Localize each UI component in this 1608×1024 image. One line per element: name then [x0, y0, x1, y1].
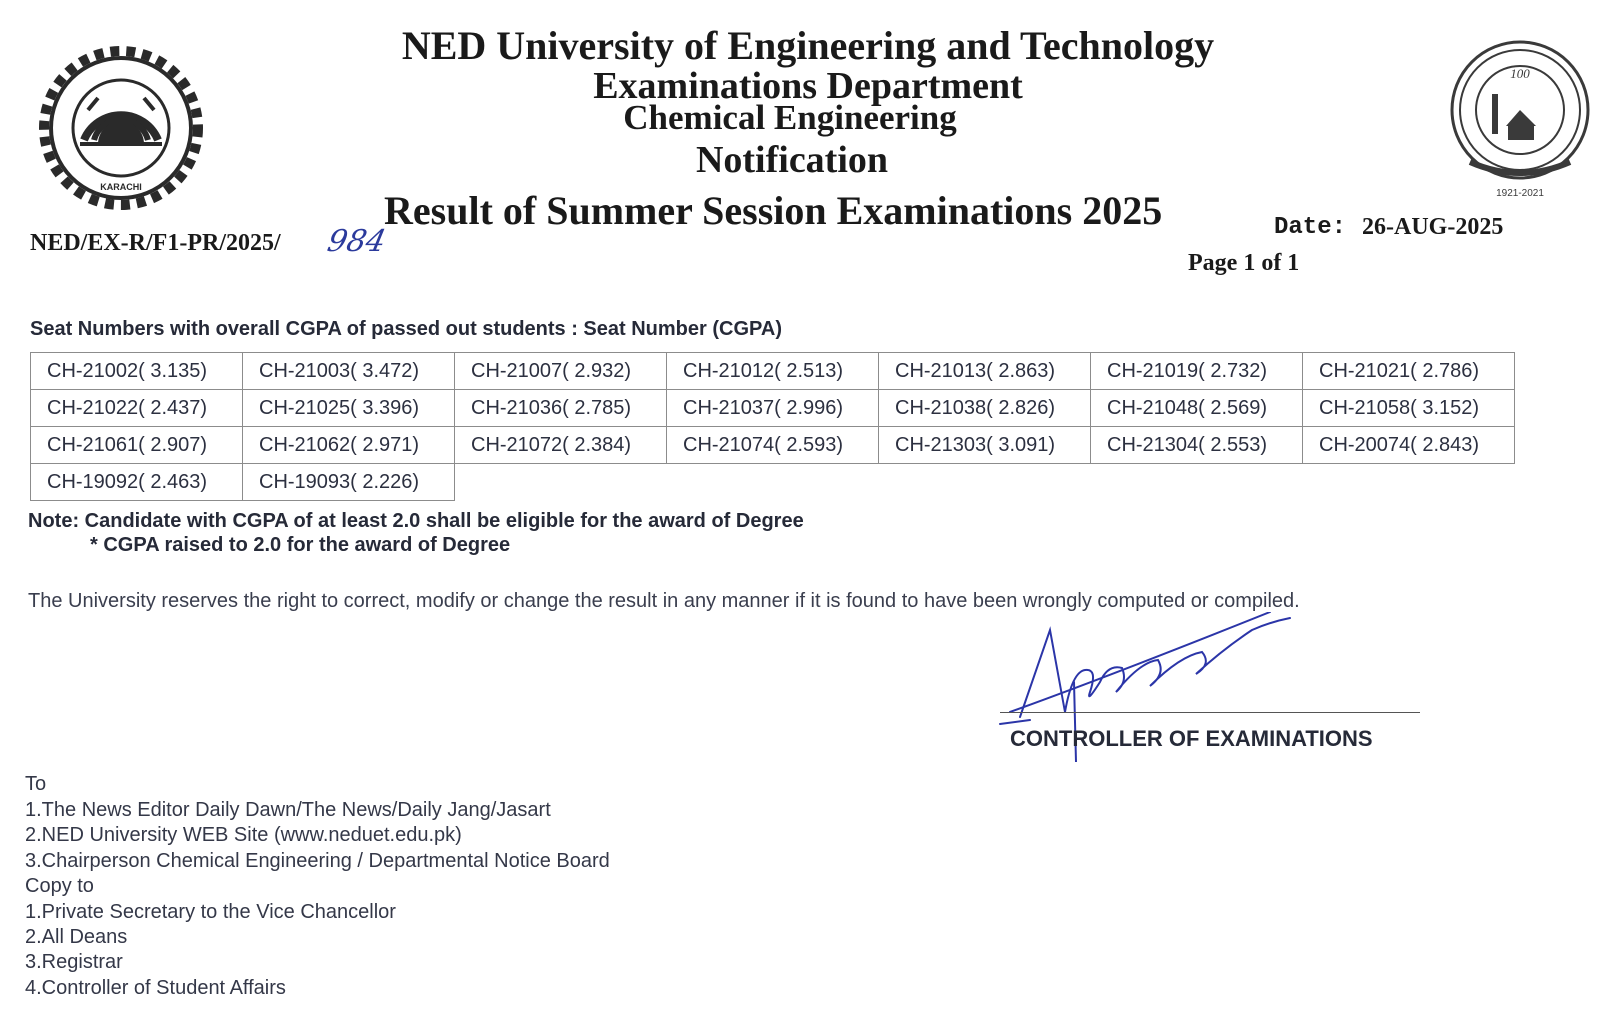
date-label: Date:: [1274, 214, 1347, 241]
to-recipient: 2.NED University WEB Site (www.neduet.edu.pk): [25, 824, 462, 846]
to-recipient: 3.Chairperson Chemical Engineering / Departmental Notice Board: [25, 850, 610, 872]
seat-cgpa-cell: CH-21036( 2.785): [455, 390, 667, 427]
reference-number: NED/EX-R/F1-PR/2025/: [30, 230, 281, 256]
seat-cgpa-cell: CH-21002( 3.135): [31, 353, 243, 390]
table-row: [31, 427, 1515, 464]
seat-cgpa-cell: CH-21074( 2.593): [667, 427, 879, 464]
seat-cgpa-cell: CH-21012( 2.513): [667, 353, 879, 390]
empty-cell: [667, 464, 879, 501]
reference-handwritten-number: 984: [324, 224, 389, 259]
table-caption: Seat Numbers with overall CGPA of passed out students : Seat Number (CGPA): [30, 318, 782, 340]
cgpa-raised-note: * CGPA raised to 2.0 for the award of Degree: [90, 534, 511, 556]
program-name: Chemical Engineering: [623, 98, 957, 137]
to-recipient: 1.The News Editor Daily Dawn/The News/Daily Jang/Jasart: [25, 799, 551, 821]
university-name: NED University of Engineering and Technology: [401, 23, 1215, 68]
notification-heading: Notification: [695, 139, 889, 181]
seat-cgpa-cell: CH-19093( 2.226): [243, 464, 455, 501]
table-row: [31, 464, 1515, 501]
seat-cgpa-cell: CH-21303( 3.091): [879, 427, 1091, 464]
seat-cgpa-cell: CH-21025( 3.396): [243, 390, 455, 427]
seat-cgpa-cell: CH-20074( 2.843): [1303, 427, 1515, 464]
seat-cgpa-cell: CH-21022( 2.437): [31, 390, 243, 427]
controller-title: CONTROLLER OF EXAMINATIONS: [1010, 726, 1373, 751]
svg-text:100: 100: [1510, 66, 1530, 81]
to-label: To: [25, 773, 47, 795]
result-title: Result of Summer Session Examinations 2025: [384, 188, 1163, 233]
seat-cgpa-cell: CH-21037( 2.996): [667, 390, 879, 427]
date-value: 26-AUG-2025: [1362, 214, 1504, 240]
seat-cgpa-cell: CH-21013( 2.863): [879, 353, 1091, 390]
seat-cgpa-cell: CH-21058( 3.152): [1303, 390, 1515, 427]
copy-recipient: 2.All Deans: [25, 926, 128, 948]
copy-recipient: 4.Controller of Student Affairs: [25, 977, 286, 999]
copy-recipient: 1.Private Secretary to the Vice Chancellor: [25, 901, 396, 923]
empty-cell: [1303, 464, 1515, 501]
eligibility-note: Note: Candidate with CGPA of at least 2.0 shall be eligible for the award of Degree: [28, 510, 804, 532]
seat-cgpa-cell: CH-21304( 2.553): [1091, 427, 1303, 464]
seat-cgpa-cell: CH-21007( 2.932): [455, 353, 667, 390]
signature-line: [1000, 712, 1420, 713]
seat-cgpa-cell: CH-21048( 2.569): [1091, 390, 1303, 427]
empty-cell: [455, 464, 667, 501]
seat-cgpa-cell: CH-21021( 2.786): [1303, 353, 1515, 390]
seat-cgpa-cell: CH-21038( 2.826): [879, 390, 1091, 427]
cgpa-results-table: [30, 352, 1515, 501]
empty-cell: [879, 464, 1091, 501]
seat-cgpa-cell: CH-21061( 2.907): [31, 427, 243, 464]
seat-cgpa-cell: CH-19092( 2.463): [31, 464, 243, 501]
seat-cgpa-cell: CH-21072( 2.384): [455, 427, 667, 464]
seat-cgpa-cell: CH-21003( 3.472): [243, 353, 455, 390]
copy-recipient: 3.Registrar: [25, 951, 123, 973]
copy-to-label: Copy to: [25, 875, 94, 897]
table-row: [31, 353, 1515, 390]
empty-cell: [1091, 464, 1303, 501]
department-name: Examinations Department: [593, 65, 1023, 107]
page-number: Page 1 of 1: [1188, 250, 1300, 276]
svg-text:KARACHI: KARACHI: [100, 182, 142, 192]
seat-cgpa-cell: CH-21019( 2.732): [1091, 353, 1303, 390]
seat-cgpa-cell: CH-21062( 2.971): [243, 427, 455, 464]
svg-text:1921-2021: 1921-2021: [1496, 188, 1544, 199]
disclaimer-text: The University reserves the right to correct, modify or change the result in any manner if it is found to have been wrongly computed or compiled.: [28, 590, 1300, 612]
table-row: [31, 390, 1515, 427]
